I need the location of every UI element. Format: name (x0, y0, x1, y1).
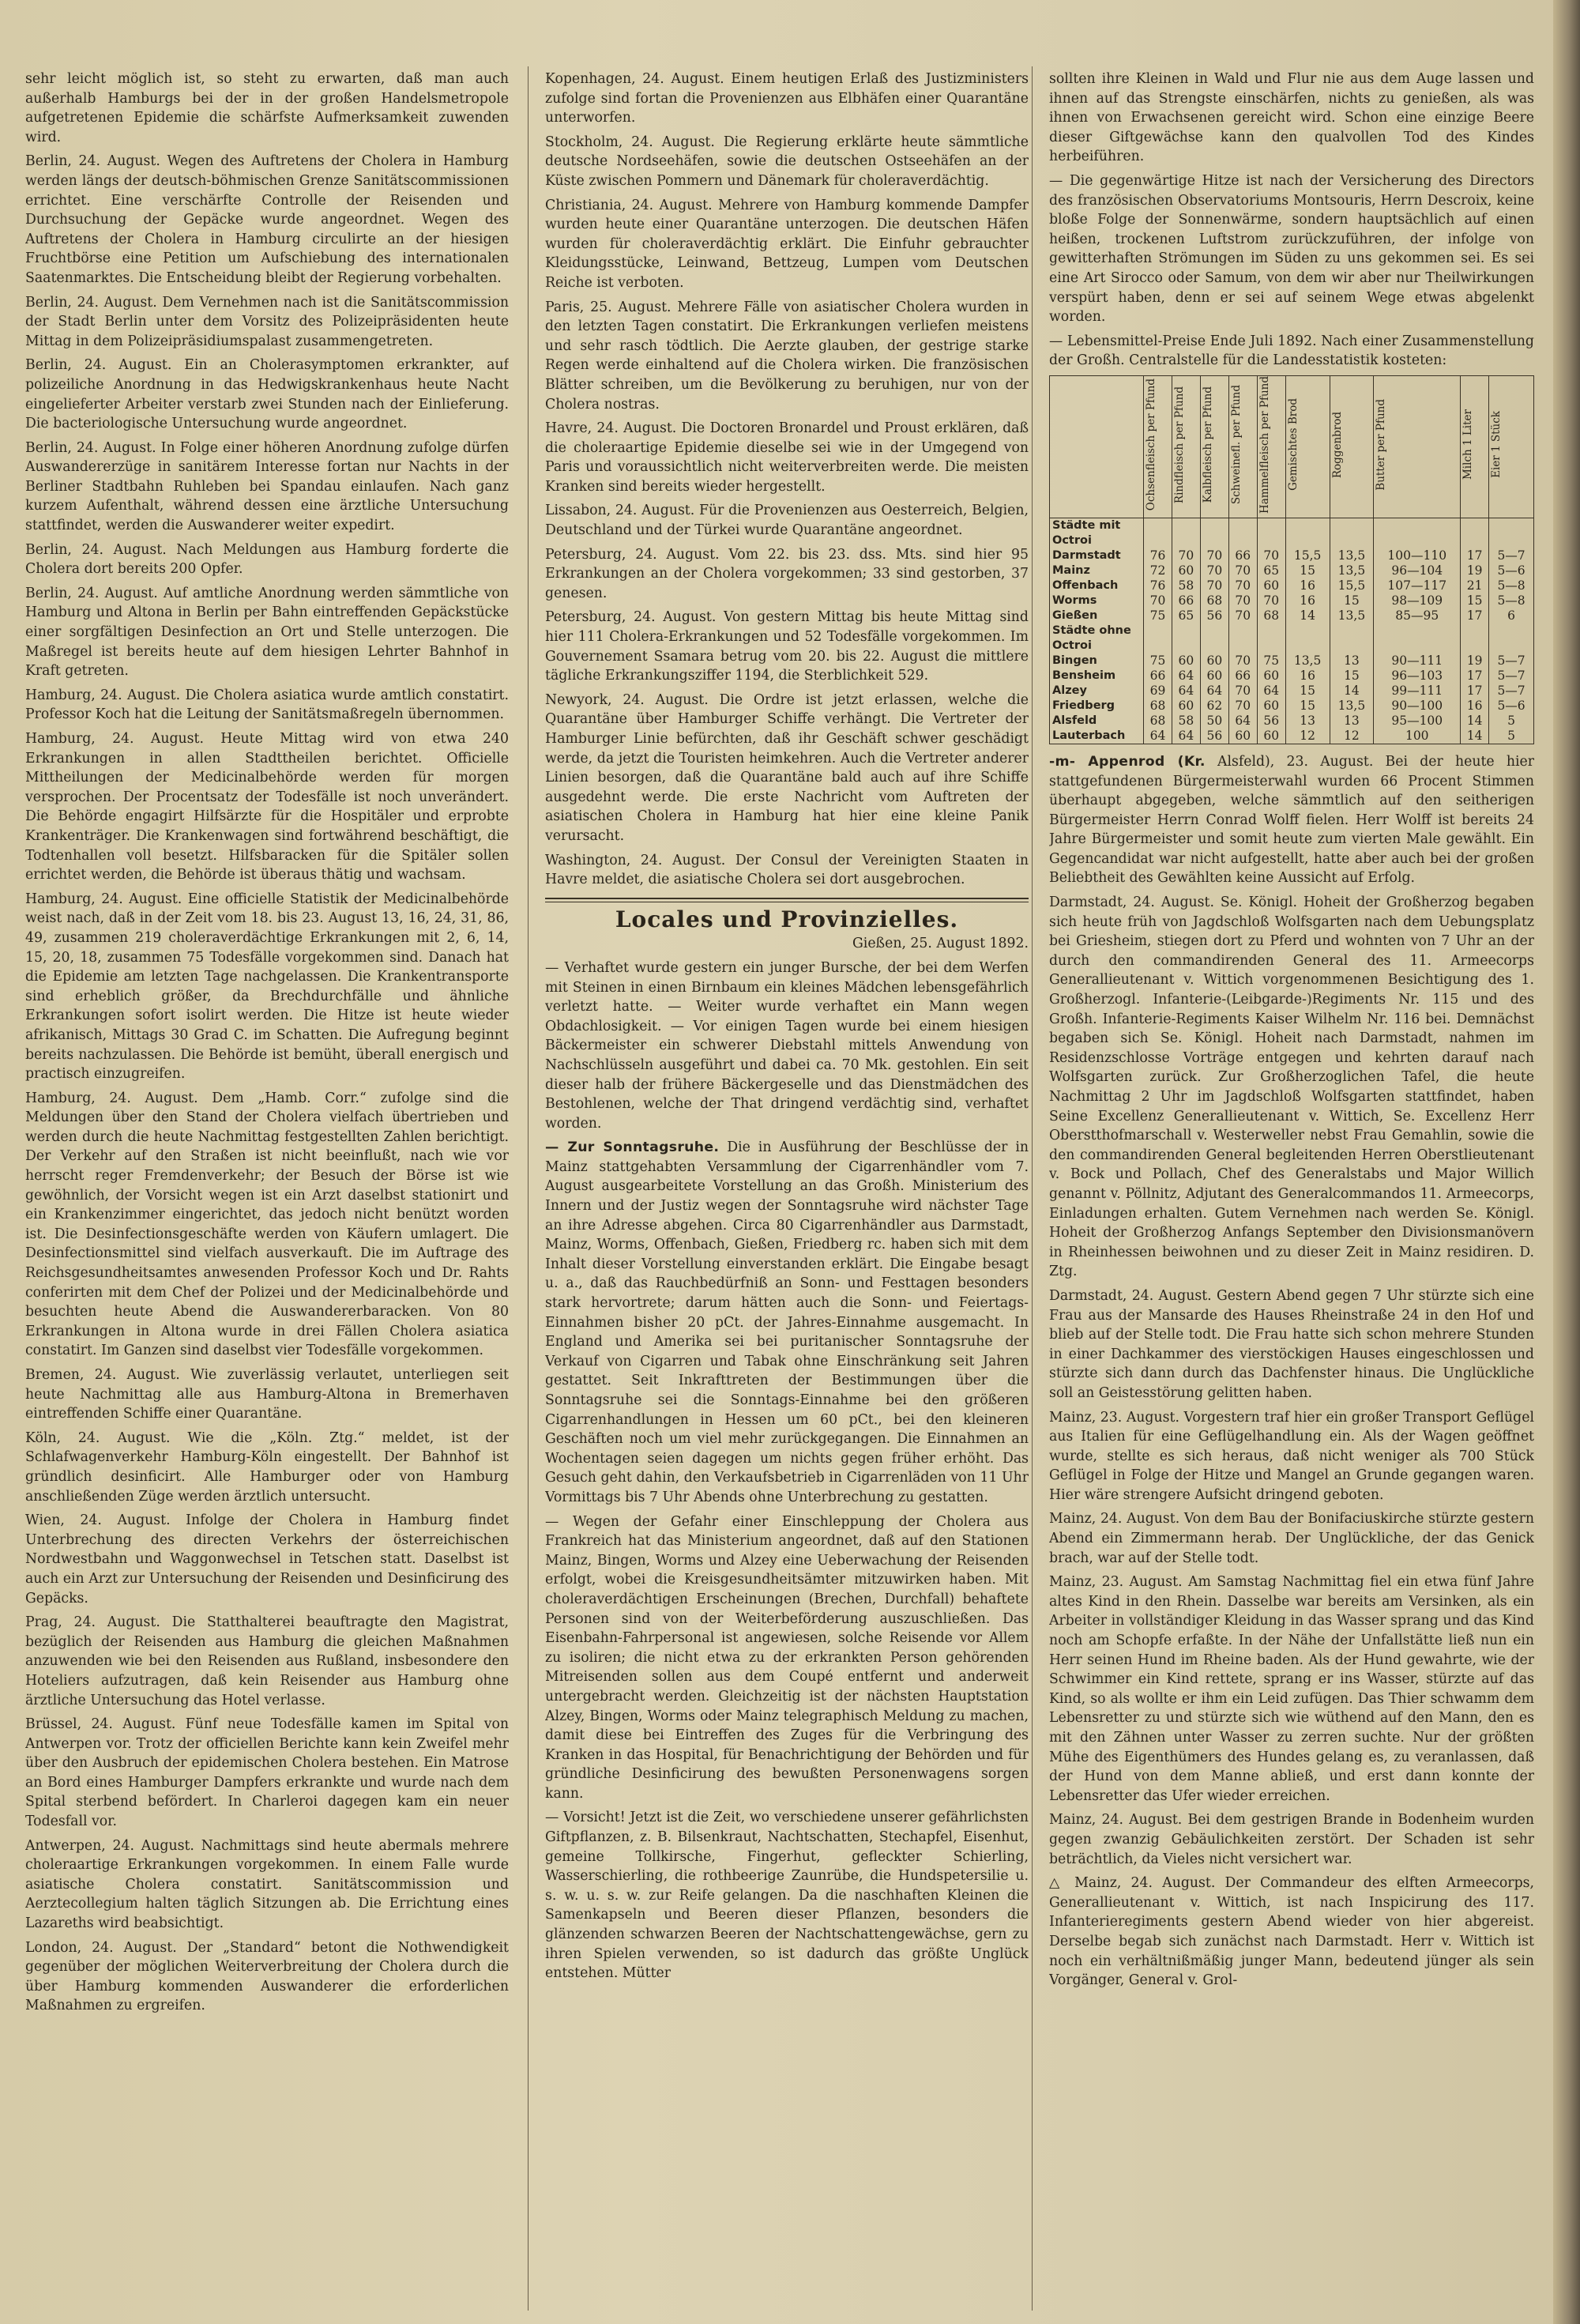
table-row (1050, 714, 1534, 729)
article-paragraph: Hamburg, 24. August. Eine officielle Statistik der Medicinalbehörde weist nach, daß in der Zeit vom 18. bis 23. August 13, 16, 24, 31, 86, 49, zusammen 219 choleraverdächtige Erkrankungen mit 2, 6, 14, 15, 20, 18, zusammen 75 Todesfälle vorgekommen sind. Danach hat die Epidemie am letzten Tage nachgelassen. Die Krankentransporte sind erheblich größer, da Brechdurchfälle und ähnliche Erkrankungen sofort isolirt werden. Die Hitze ist heute wieder afrikanisch, Mittags 30 Grad C. im Schatten. Die Aufregung beginnt bereits nachzulassen. Die Behörde ist bemüht, überall energisch und practisch einzugreifen. (25, 891, 509, 1083)
table-cell (1172, 518, 1200, 548)
table-cell: 15 (1285, 684, 1330, 699)
table-cell: 17 (1461, 608, 1489, 623)
table-row (1050, 593, 1534, 608)
table-cell: 58 (1172, 578, 1200, 593)
article-paragraph: Berlin, 24. August. Ein an Cholerasymptomen erkrankter, auf polizeiliche Anordnung in das Hedwigskrankenhaus heute Nacht eingelieferter Arbeiter verstarb zwei Stunden nach der Einlieferung. Die bacteriologische Untersuchung wurde angeordnet. (25, 357, 509, 432)
article-paragraph: Darmstadt, 24. August. Gestern Abend gegen 7 Uhr stürzte sich eine Frau aus der Mansarde des Hauses Rheinstraße 24 in den Hof und blieb auf der Stelle todt. Die Frau hatte sich schon mehrere Stunden in einer Dachkammer des vierstöckigen Hauses eingeschlossen und stürzte sich dann durch das Dachfenster hinaus. Die Unglückliche soll an Geistesstörung gelitten haben. (1049, 1287, 1534, 1401)
table-corner (1050, 375, 1144, 518)
article-paragraph: Petersburg, 24. August. Von gestern Mittag bis heute Mittag sind hier 111 Cholera-Erkrankungen und 52 Todesfälle vorgekommen. Im Gouvernement Ssamara betrug vom 20. bis 22. August die mittlere tägliche Erkrankungsziffer 1194, die Sterblichkeit 529. (545, 609, 1029, 684)
article-paragraph: Stockholm, 24. August. Die Regierung erklärte heute sämmtliche deutsche Nordseehäfen, sowie die deutschen Ostseehäfen an der Küste zwischen Pommern und Dänemark für choleraverdächtig. (545, 134, 1029, 189)
table-cell: 70 (1228, 654, 1257, 669)
table-cell (1461, 623, 1489, 654)
table-city: Mainz (1050, 563, 1144, 578)
table-cell: 96—104 (1374, 563, 1461, 578)
table-cell: 70 (1257, 593, 1285, 608)
table-cell (1285, 518, 1330, 548)
column-middle (545, 70, 1029, 2306)
article-paragraph: Lissabon, 24. August. Für die Provenienzen aus Oesterreich, Belgien, Deutschland und der Türkei wurde Quarantäne angeordnet. (545, 503, 1029, 539)
table-cell: 70 (1228, 699, 1257, 714)
table-cell: 16 (1285, 669, 1330, 684)
table-cell (1257, 518, 1285, 548)
table-city: Alsfeld (1050, 714, 1144, 729)
table-cell: 60 (1257, 669, 1285, 684)
table-column-header: Schweinefl. per Pfund (1228, 375, 1257, 518)
table-cell: 15 (1330, 593, 1374, 608)
article-paragraph: — Wegen der Gefahr einer Einschleppung der Cholera aus Frankreich hat das Ministerium angeordnet, daß auf den Stationen Mainz, Bingen, Worms und Alzey eine Ueberwachung der Reisenden erfolgt, wobei die Kreisgesundheitsämter mitzuwirken haben. Mit choleraverdächtigen Erscheinungen (Brechen, Durchfall) behaftete Personen sind von der Weiterbeförderung auszuschließen. Das Eisenbahn-Fahrpersonal ist angewiesen, solche Reisende vor Allem zu isoliren; die nicht etwa zu der erkrankten Person gehörenden Mitreisenden sollen aus dem Coupé entfernt und anderweit untergebracht werden. Gleichzeitig ist der nächsten Hauptstation Alzey, Bingen, Worms oder Mainz telegraphisch Meldung zu machen, damit diese bei Eintreffen des Zuges für die Verbringung des Kranken in das Hospital, für Benachrichtigung der Behörden und für gründliche Desinficirung des bewußten Personenwagens sorgen kann. (545, 1513, 1029, 1802)
table-row (1050, 684, 1534, 699)
table-cell: 66 (1172, 593, 1200, 608)
article-paragraph: Brüssel, 24. August. Fünf neue Todesfälle kamen im Spital von Antwerpen vor. Trotz der officiellen Berichte kann kein Zweifel mehr über den Ausbruch der epidemischen Cholera bestehen. Ein Matrose an Bord eines Hamburger Dampfers erkrankte und wurde nach dem Spital sterbend befördert. In Charleroi dagegen kam ein neuer Todesfall vor. (25, 1716, 509, 1830)
table-cell: 64 (1257, 684, 1285, 699)
table-cell: 99—111 (1374, 684, 1461, 699)
table-city: Bingen (1050, 654, 1144, 669)
table-cell: 5—6 (1489, 699, 1534, 714)
article-paragraph: Wien, 24. August. Infolge der Cholera in Hamburg findet Unterbrechung des directen Verkehrs der österreichischen Nordwestbahn und Waggonwechsel in Tetschen statt. Daselbst ist auch ein Arzt zur Untersuchung der Reisenden und Desinficirung des Gepäcks. (25, 1512, 509, 1606)
table-cell (1374, 518, 1461, 548)
table-cell: 6 (1489, 608, 1534, 623)
table-cell (1489, 518, 1534, 548)
table-city: Alzey (1050, 684, 1144, 699)
table-cell: 21 (1461, 578, 1489, 593)
table-row (1050, 578, 1534, 593)
table-column-header: Roggenbrod (1330, 375, 1374, 518)
table-city: Lauterbach (1050, 729, 1144, 744)
article-paragraph: Mainz, 23. August. Am Samstag Nachmittag fiel ein etwa fünf Jahre altes Kind in den Rhein. Dasselbe war bereits am Versinken, als ein Arbeiter in vollständiger Kleidung in das Wasser sprang und das Kind noch am Schopfe erfaßte. In der Nähe der Unfallstätte ließ nun ein Herr seinen Hund im Rheine baden. Als der Hund gewahrte, wie der Schwimmer ein Kind rettete, sprang er ins Wasser, stürzte auf das Kind, so als wollte er ihm ein Leid zufügen. Das Thier schwamm dem Lebensretter zu und stürzte sich wie wüthend auf den Mann, den es mit den Zähnen unter Wasser zu zerren suchte. Nur der größten Mühe des Eigenthümers des Hundes gelang es, zu veranlassen, daß der Hund von dem Manne abließ, und erst dann konnte der Lebensretter das Ufer wieder erreichen. (1049, 1574, 1534, 1804)
table-cell: 76 (1144, 578, 1172, 593)
table-cell: 15,5 (1285, 548, 1330, 563)
article-paragraph: Newyork, 24. August. Die Ordre ist jetzt erlassen, welche die Quarantäne über Hamburger Schiffe verhängt. Die Vertreter der Hamburger Linie befürchten, daß ihr Geschäft schwer geschädigt werde, da jetzt die Touristen heimkehren. Auch die Vertreter anderer Linien besorgen, daß die Quarantäne bald auch auf ihre Schiffe ausgedehnt werde. Die erste Nachricht vom Auftreten der asiatischen Cholera in Hamburg hat hier eine kleine Panik verursacht. (545, 691, 1029, 844)
table-column-header: Rindfleisch per Pfund (1172, 375, 1200, 518)
table-cell: 95—100 (1374, 714, 1461, 729)
table-cell: 70 (1200, 548, 1228, 563)
table-row (1050, 548, 1534, 563)
table-cell: 13 (1285, 714, 1330, 729)
table-cell (1489, 623, 1534, 654)
table-cell (1144, 518, 1172, 548)
table-cell: 96—103 (1374, 669, 1461, 684)
table-city: Gießen (1050, 608, 1144, 623)
table-cell: 66 (1144, 669, 1172, 684)
article-paragraph: Mainz, 23. August. Vorgestern traf hier ein großer Transport Geflügel aus Italien für eine Geflügelhandlung ein. Als der Wagen geöffnet wurde, stellte es sich heraus, daß nicht weniger als 700 Stück Geflügel in Folge der Hitze und Mangel an Grunde gegangen waren. Hier wäre strengere Aufsicht dringend geboten. (1049, 1409, 1534, 1503)
table-cell: 13,5 (1330, 548, 1374, 563)
table-cell: 14 (1285, 608, 1330, 623)
table-cell: 60 (1257, 578, 1285, 593)
article-paragraph: sollten ihre Kleinen in Wald und Flur nie aus dem Auge lassen und ihnen auf das Strengste einschärfen, nichts zu genießen, als was ihnen von Erwachsenen gereicht wird. Schon eine einzige Beere dieser Giftgewächse kann den qualvollen Tod des Kindes herbeiführen. (1049, 71, 1534, 165)
table-cell: 85—95 (1374, 608, 1461, 623)
table-cell: 60 (1257, 729, 1285, 744)
article-paragraph: — Zur Sonntagsruhe. Die in Ausführung der Beschlüsse der in Mainz stattgehabten Versammlung der Cigarrenhändler vom 7. August ausgearbeitete Vorstellung an das Großh. Ministerium des Innern und der Justiz wegen der Sonntagsruhe wird nächster Tage an ihre Adresse abgehen. Circa 80 Cigarrenhändler aus Darmstadt, Mainz, Worms, Offenbach, Gießen, Friedberg rc. haben sich mit dem Inhalt dieser Vorstellung einverstanden erklärt. Die Eingabe besagt u. a., daß das Rauchbedürfniß an Sonn- und Festtagen besonders stark hervortrete; darum hätten auch die Sonn- und Feiertags-Einnahmen bisher 20 pCt. der Jahres-Einnahme ausgemacht. In England und Amerika sei bei puritanischer Sonntagsruhe der Verkauf von Cigarren und Tabak ohne Einschränkung seit Jahren gestattet. Seit Inkrafttreten der Bestimmungen über die Sonntagsruhe sei die Sonntags-Einnahme bei den größeren Cigarrenhandlungen in Hessen um 60 pCt., bei den kleineren Geschäften noch um viel mehr zurückgegangen. Die Einnahmen an Wochentagen seien dagegen um nichts gegen früher erhöht. Das Gesuch geht dahin, den Verkaufsbetrieb in Cigarrenläden von 11 Uhr Vormittags bis 7 Uhr Abends ohne Unterbrechung zu gestatten. (545, 1139, 1029, 1505)
article-paragraph: -m- Appenrod (Kr. Alsfeld), 23. August. Bei der heute hier stattgefundenen Bürgermeisterwahl wurden 66 Procent Stimmen überhaupt abgegeben, welche sämmtlich auf den seitherigen Bürgermeister Herrn Conrad Wolff fielen. Herr Wolff ist bereits 24 Jahre Bürgermeister und somit heute zum vierten Male gewählt. Ein Gegencandidat war nicht aufgestellt, hatte aber auch bei der großen Beliebtheit des Gewählten keine Aussicht auf Erfolg. (1049, 753, 1534, 887)
table-cell: 68 (1144, 714, 1172, 729)
table-cell: 13,5 (1285, 654, 1330, 669)
table-cell: 65 (1172, 608, 1200, 623)
table-cell: 68 (1257, 608, 1285, 623)
article-paragraph: Bremen, 24. August. Wie zuverlässig verlautet, unterliegen seit heute Nachmittag alle aus Hamburg-Altona in Bremerhaven eintreffenden Schiffe einer Quarantäne. (25, 1367, 509, 1422)
table-city: Darmstadt (1050, 548, 1144, 563)
table-city: Bensheim (1050, 669, 1144, 684)
article-paragraph: — Verhaftet wurde gestern ein junger Bursche, der bei dem Werfen mit Steinen in einen Birnbaum ein kleines Mädchen lebensgefährlich verletzt hatte. — Weiter wurde verhaftet ein Mann wegen Obdachlosigkeit. — Vor einigen Tagen wurde bei einem hiesigen Bäckermeister ein schwerer Diebstahl mittels Anwendung von Nachschlüsseln ausgeführt und dabei ca. 70 Mk. gestohlen. Ein seit dieser halb der frühere Bäckergeselle und das Dienstmädchen des Bestohlenen, welche der That dringend verdächtig sind, verhaftet worden. (545, 959, 1029, 1132)
table-cell: 65 (1257, 563, 1285, 578)
table-cell: 64 (1144, 729, 1172, 744)
table-cell: 19 (1461, 654, 1489, 669)
table-cell: 5—7 (1489, 684, 1534, 699)
table-row (1050, 729, 1534, 744)
table-cell: 17 (1461, 669, 1489, 684)
table-row (1050, 654, 1534, 669)
table-cell: 15 (1461, 593, 1489, 608)
table-group-label: Städte ohne Octroi (1050, 623, 1144, 654)
table-cell: 68 (1200, 593, 1228, 608)
table-column-header: Milch 1 Liter (1461, 375, 1489, 518)
table-cell: 60 (1200, 654, 1228, 669)
table-column-header: Eier 1 Stück (1489, 375, 1534, 518)
table-cell: 60 (1172, 699, 1200, 714)
table-cell: 17 (1461, 684, 1489, 699)
article-paragraph: Petersburg, 24. August. Vom 22. bis 23. dss. Mts. sind hier 95 Erkrankungen an der Cholera vorgekommen; 33 sind gestorben, 37 genesen. (545, 546, 1029, 601)
table-cell: 12 (1285, 729, 1330, 744)
article-paragraph: sehr leicht möglich ist, so steht zu erwarten, daß man auch außerhalb Hamburgs bei der in der großen Handelsmetropole aufgetretenen Epidemie die schärfste Aufmerksamkeit zuwenden wird. (25, 71, 509, 145)
section-dateline: Gießen, 25. August 1892. (852, 936, 1029, 952)
table-cell: 60 (1200, 669, 1228, 684)
column-rule (1032, 66, 1033, 2311)
table-cell: 70 (1200, 578, 1228, 593)
table-row (1050, 563, 1534, 578)
table-cell: 5—7 (1489, 548, 1534, 563)
table-cell: 64 (1172, 669, 1200, 684)
table-cell: 17 (1461, 548, 1489, 563)
table-cell (1461, 518, 1489, 548)
table-cell (1172, 623, 1200, 654)
binding-edge (1553, 0, 1580, 2324)
table-column-header: Ochsenfleisch per Pfund (1144, 375, 1172, 518)
table-cell (1228, 623, 1257, 654)
table-row (1050, 669, 1534, 684)
table-cell: 12 (1330, 729, 1374, 744)
table-cell: 70 (1228, 563, 1257, 578)
table-cell: 70 (1228, 578, 1257, 593)
article-paragraph: Antwerpen, 24. August. Nachmittags sind heute abermals mehrere choleraartige Erkrankungen vorgekommen. In einem Falle wurde asiatische Cholera constatirt. Sanitätscommission und Aerztecollegium halten täglich Sitzungen ab. Die Errichtung eines Lazareths wird beabsichtigt. (25, 1837, 509, 1932)
table-cell: 13,5 (1330, 699, 1374, 714)
table-cell: 66 (1228, 548, 1257, 563)
article-paragraph: Mainz, 24. August. Von dem Bau der Bonifaciuskirche stürzte gestern Abend ein Zimmermann herab. Der Unglückliche, der das Genick brach, war auf der Stelle todt. (1049, 1511, 1534, 1566)
article-paragraph: Berlin, 24. August. In Folge einer höheren Anordnung zufolge dürfen Auswandererzüge in sanitärem Interesse fortan nur Nachts in der Berliner Stadtbahn Ruhleben bei Spandau einlaufen. Nach ganz kurzem Aufenthalt, während dessen eine ärztliche Untersuchung stattfindet, werden die Auswanderer weiter expedirt. (25, 439, 509, 534)
table-column-header: Gemischtes Brod (1285, 375, 1330, 518)
table-cell: 16 (1285, 578, 1330, 593)
table-cell (1257, 623, 1285, 654)
table-cell: 62 (1200, 699, 1228, 714)
table-cell: 98—109 (1374, 593, 1461, 608)
table-cell: 70 (1172, 548, 1200, 563)
table-cell: 56 (1257, 714, 1285, 729)
table-cell: 70 (1257, 548, 1285, 563)
table-city: Offenbach (1050, 578, 1144, 593)
table-cell: 100—110 (1374, 548, 1461, 563)
table-cell: 75 (1144, 654, 1172, 669)
table-cell: 69 (1144, 684, 1172, 699)
table-cell: 100 (1374, 729, 1461, 744)
article-paragraph: Kopenhagen, 24. August. Einem heutigen Erlaß des Justizministers zufolge sind fortan die Provenienzen aus Elbhäfen einer Quarantäne unterworfen. (545, 71, 1029, 126)
table-city: Worms (1050, 593, 1144, 608)
table-cell: 5—8 (1489, 578, 1534, 593)
table-cell (1144, 623, 1172, 654)
table-cell: 5—6 (1489, 563, 1534, 578)
article-paragraph: △ Mainz, 24. August. Der Commandeur des elften Armeecorps, Generallieutenant v. Wittich, ist nach Inspicirung des 117. Infanterieregiments gestern Abend wieder von hier abgereist. Derselbe begab sich zunächst nach Darmstadt. Herr v. Wittich ist noch ein verhältnißmäßig junger Mann, bedeutend jünger als sein Vorgänger, General v. Grol- (1049, 1875, 1534, 1989)
section-title: Locales und Provinzielles. (615, 906, 959, 932)
column-left (25, 70, 509, 2306)
table-cell: 5 (1489, 714, 1534, 729)
table-cell: 13,5 (1330, 563, 1374, 578)
table-row (1050, 699, 1534, 714)
table-cell: 56 (1200, 608, 1228, 623)
table-cell: 64 (1172, 729, 1200, 744)
article-paragraph: — Vorsicht! Jetzt ist die Zeit, wo verschiedene unserer gefährlichsten Giftpflanzen, z. B. Bilsenkraut, Nachtschatten, Stechapfel, Eisenhut, gemeine Tollkirsche, Fingerhut, gefleckter Schierling, Wasserschierling, die rothbeerige Zaunrübe, die Hundspetersilie u. s. w. u. s. w. zur Reife gelangen. Da die naschhaften Kleinen die Samenkapseln und Beeren dieser Pflanzen, besonders die glänzenden schwarzen Beeren der Nachtschattengewächse, gern zu ihren Spielen verwenden, so ist dadurch das größte Unglück entstehen. Mütter (545, 1810, 1029, 1982)
table-cell: 76 (1144, 548, 1172, 563)
table-cell: 5—7 (1489, 654, 1534, 669)
table-cell (1200, 623, 1228, 654)
table-cell: 60 (1172, 563, 1200, 578)
table-cell: 19 (1461, 563, 1489, 578)
article-paragraph: — Lebensmittel-Preise Ende Juli 1892. Nach einer Zusammenstellung der Großh. Centralstelle für die Landesstatistik kosteten: (1049, 333, 1534, 369)
table-cell: 50 (1200, 714, 1228, 729)
table-cell: 13,5 (1330, 608, 1374, 623)
table-cell: 60 (1228, 729, 1257, 744)
table-cell: 72 (1144, 563, 1172, 578)
table-cell: 70 (1228, 593, 1257, 608)
table-cell: 56 (1200, 729, 1228, 744)
table-cell: 107—117 (1374, 578, 1461, 593)
article-paragraph: — Die gegenwärtige Hitze ist nach der Versicherung des Directors des französischen Observatoriums Montsouris, Herrn Descroix, keine bloße Folge der Sonnenwärme, sondern hauptsächlich auf einen heißen, trockenen Luftstrom zurückzuführen, der infolge von gewitterhaften Strömungen im Süden zu uns gekommen sei. Es sei eine Art Sirocco oder Samum, von dem wir aber nur Theilwirkungen verspürt haben, denn er sei auf seinem Wege etwas abgelenkt worden. (1049, 172, 1534, 326)
article-paragraph: Paris, 25. August. Mehrere Fälle von asiatischer Cholera wurden in den letzten Tagen constatirt. Die Erkrankungen verliefen meistens und sehr rasch tödtlich. Die Aerzte glauben, der gestrige starke Regen werde einhaltend auf die Cholera wirken. Die französischen Blätter schreiben, um die Bevölkerung zu beruhigen, nur von der Cholera nostras. (545, 299, 1029, 412)
table-cell (1330, 623, 1374, 654)
table-cell (1285, 623, 1330, 654)
table-cell (1228, 518, 1257, 548)
table-cell: 5—8 (1489, 593, 1534, 608)
article-paragraph: Hamburg, 24. August. Die Cholera asiatica wurde amtlich constatirt. Professor Koch hat die Leitung der Sanitätsmaßregeln übernommen. (25, 687, 509, 723)
section-divider (545, 898, 1029, 902)
table-city: Friedberg (1050, 699, 1144, 714)
table-cell: 14 (1461, 729, 1489, 744)
article-paragraph: Christiania, 24. August. Mehrere von Hamburg kommende Dampfer wurden heute einer Quarantäne unterzogen. Die deutschen Häfen wurden für choleraverdächtig erklärt. Die Einfuhr gebrauchter Kleidungsstücke, Leinwand, Bettzeug, Lumpen vom Deutschen Reiche ist verboten. (545, 197, 1029, 291)
article-paragraph: Prag, 24. August. Die Statthalterei beauftragte den Magistrat, bezüglich der Reisenden aus Hamburg die gleichen Maßnahmen anzuwenden wie bei den Reisenden aus Rußland, insbesondere den Hoteliers aufzutragen, daß kein Reisender aus Hamburg ohne ärztliche Untersuchung das Hotel verlasse. (25, 1614, 509, 1708)
table-cell: 60 (1257, 699, 1285, 714)
table-cell: 14 (1330, 684, 1374, 699)
table-cell: 16 (1461, 699, 1489, 714)
article-paragraph: Berlin, 24. August. Wegen des Auftretens der Cholera in Hamburg werden längs der deutsch-böhmischen Grenze Sanitätscommissionen errichtet. Eine verschärfte Controlle der Reisenden und Durchsuchung der Gepäcke wurde angeordnet. Wegen des Auftretens der Cholera in Hamburg circulirte an der hiesigen Fruchtbörse eine Petition um Aufschiebung des internationalen Saatenmarktes. Die Entscheidung bleibt der Regierung vorbehalten. (25, 153, 509, 286)
table-cell: 15,5 (1330, 578, 1374, 593)
table-cell: 68 (1144, 699, 1172, 714)
table-cell: 90—111 (1374, 654, 1461, 669)
price-table (1049, 375, 1534, 744)
article-paragraph: Berlin, 24. August. Dem Vernehmen nach ist die Sanitätscommission der Stadt Berlin unter dem Vorsitz des Polizeipräsidenten heute Mittag in dem Polizeipräsidiumspalast zusammengetreten. (25, 294, 509, 349)
article-paragraph: Washington, 24. August. Der Consul der Vereinigten Staaten in Havre meldet, die asiatische Cholera sei dort ausgebrochen. (545, 852, 1029, 888)
article-paragraph: Berlin, 24. August. Auf amtliche Anordnung werden sämmtliche von Hamburg und Altona in Berlin per Bahn eintreffenden Gepäckstücke einer sorgfältigen Desinfection an Ort und Stelle unterzogen. Die Maßregel ist bereits heute auf dem hiesigen Lehrter Bahnhof in Kraft getreten. (25, 585, 509, 680)
table-cell: 70 (1228, 608, 1257, 623)
table-cell: 15 (1285, 563, 1330, 578)
table-cell: 13 (1330, 654, 1374, 669)
table-cell: 90—100 (1374, 699, 1461, 714)
table-cell: 15 (1285, 699, 1330, 714)
table-cell: 66 (1228, 669, 1257, 684)
column-right (1049, 70, 1534, 2306)
table-cell (1200, 518, 1228, 548)
table-cell: 70 (1144, 593, 1172, 608)
table-cell: 16 (1285, 593, 1330, 608)
table-cell: 75 (1257, 654, 1285, 669)
table-cell: 64 (1200, 684, 1228, 699)
table-cell: 58 (1172, 714, 1200, 729)
article-paragraph: London, 24. August. Der „Standard“ betont die Nothwendigkeit gegenüber der möglichen Weiterverbreitung der Cholera durch die über Hamburg kommenden Auswanderer die erforderlichen Maßnahmen zu ergreifen. (25, 1939, 509, 2014)
table-cell: 14 (1461, 714, 1489, 729)
table-cell: 64 (1228, 714, 1257, 729)
article-paragraph: Havre, 24. August. Die Doctoren Bronardel und Proust erklären, daß die choleraartige Epidemie dieselbe sei wie in der Umgegend von Paris und voraussichtlich nicht weiterverbreiten werde. Die meisten Kranken sind bereits wieder hergestellt. (545, 420, 1029, 495)
table-cell: 5—7 (1489, 669, 1534, 684)
table-row (1050, 608, 1534, 623)
table-cell: 15 (1330, 669, 1374, 684)
article-paragraph: Darmstadt, 24. August. Se. Königl. Hoheit der Großherzog begaben sich heute früh von Jagdschloß Wolfsgarten nach dem Uebungsplatz bei Griesheim, stiegen dort zu Pferd und wohnten von 7 Uhr an der durch den commandirenden General des 11. Armeecorps Generallieutenant v. Wittich vorgenommenen Besichtigung des 1. Großherzogl. Infanterie-(Leibgarde-)Regiments Nr. 115 und des Großh. Infanterie-Regiments Kaiser Wilhelm Nr. 116 bei. Demnächst begaben sich Se. Königl. Hoheit nach Darmstadt, nahmen im Residenzschlosse Vorträge entgegen und kehrten darauf nach Wolfsgarten zurück. Zur Großherzoglichen Tafel, die heute Nachmittag 2 Uhr im Jagdschloß Wolfsgarten stattfindet, haben Seine Excellenz Generallieutenant v. Wittich, Se. Excellenz Herr Oberstthofmarschall v. Westerweller nebst Frau Gemahlin, sowie die den commandirenden General begleitenden Herren Oberstlieutenant v. Bock und Pollach, Chef des Generalstabs und Major Willich genannt v. Pöllnitz, Adjutant des Generalcommandos 11. Armeecorps, Einladungen erhalten. Gutem Vernehmen nach werden Se. Königl. Hoheit der Großherzog Anfangs September den Divisionsmanövern in Rheinhessen beiwohnen und zu dieser Zeit in Mainz residiren. D. Ztg. (1049, 895, 1534, 1280)
article-paragraph: Hamburg, 24. August. Heute Mittag wird von etwa 240 Erkrankungen in allen Stadttheilen berichtet. Officielle Mittheilungen der Medicinalbehörde werden für morgen versprochen. Der Procentsatz der Todesfälle ist noch unverändert. Die Behörde engagirt Hilfsärzte für die Hospitäler und erprobte Krankenträger. Die Krankenwagen sind fortwährend beschäftigt, die Todtenhallen voll besetzt. Hilfsbaracken für die Spitäler sollen errichtet werden, die Behörde ist überaus thätig und wachsam. (25, 731, 509, 883)
article-paragraph: Berlin, 24. August. Nach Meldungen aus Hamburg forderte die Cholera dort bereits 200 Opfer. (25, 541, 509, 578)
table-cell (1374, 623, 1461, 654)
table-cell (1330, 518, 1374, 548)
table-cell: 5 (1489, 729, 1534, 744)
article-paragraph: Hamburg, 24. August. Dem „Hamb. Corr.“ zufolge sind die Meldungen über den Stand der Cholera vielfach übertrieben und werden durch die heute Nachmittag festgestellten Zahlen berichtigt. Der Verkehr auf den Straßen ist nicht beeinflußt, nach wie vor herrscht reger Fremdenverkehr; der Besuch der Börse ist wie gewöhnlich, der Vorsicht wegen ist ein Arzt daselbst stationirt und ein Krankenzimmer eingerichtet, das jedoch nicht benützt worden ist. Die Desinfectionsgeschäfte werden von Käufern umlagert. Die Desinfectionsmittel sind vielfach ausverkauft. Die im Auftrage des Reichsgesundheitsamtes anwesenden Professor Koch und Dr. Rahts conferirten mit dem Chef der Polizei und der Medicinalbehörde und besuchten heute Abend die Auswandererbaracken. Von 80 Erkrankungen in Altona wurde in drei Fällen Cholera asiatica constatirt. Im Ganzen sind daselbst vier Todesfälle vorgekommen. (25, 1090, 509, 1359)
table-cell: 70 (1228, 684, 1257, 699)
table-cell: 70 (1200, 563, 1228, 578)
table-column-header: Kalbfleisch per Pfund (1200, 375, 1228, 518)
table-group-label: Städte mit Octroi (1050, 518, 1144, 548)
table-column-header: Butter per Pfund (1374, 375, 1461, 518)
table-cell: 60 (1172, 654, 1200, 669)
table-column-header: Hammelfleisch per Pfund (1257, 375, 1285, 518)
table-cell: 13 (1330, 714, 1374, 729)
column-rule (528, 66, 529, 2311)
table-cell: 75 (1144, 608, 1172, 623)
article-paragraph: Köln, 24. August. Wie die „Köln. Ztg.“ meldet, ist der Schlafwagenverkehr Hamburg-Köln eingestellt. Der Bahnhof ist gründlich desinficirt. Alle Hamburger oder von Hamburg anschließenden Züge werden ärztlich untersucht. (25, 1429, 509, 1505)
article-paragraph: Mainz, 24. August. Bei dem gestrigen Brande in Bodenheim wurden gegen zwanzig Gebäulichkeiten zerstört. Der Schaden ist sehr beträchtlich, da Vieles nicht versichert war. (1049, 1812, 1534, 1867)
table-cell: 64 (1172, 684, 1200, 699)
